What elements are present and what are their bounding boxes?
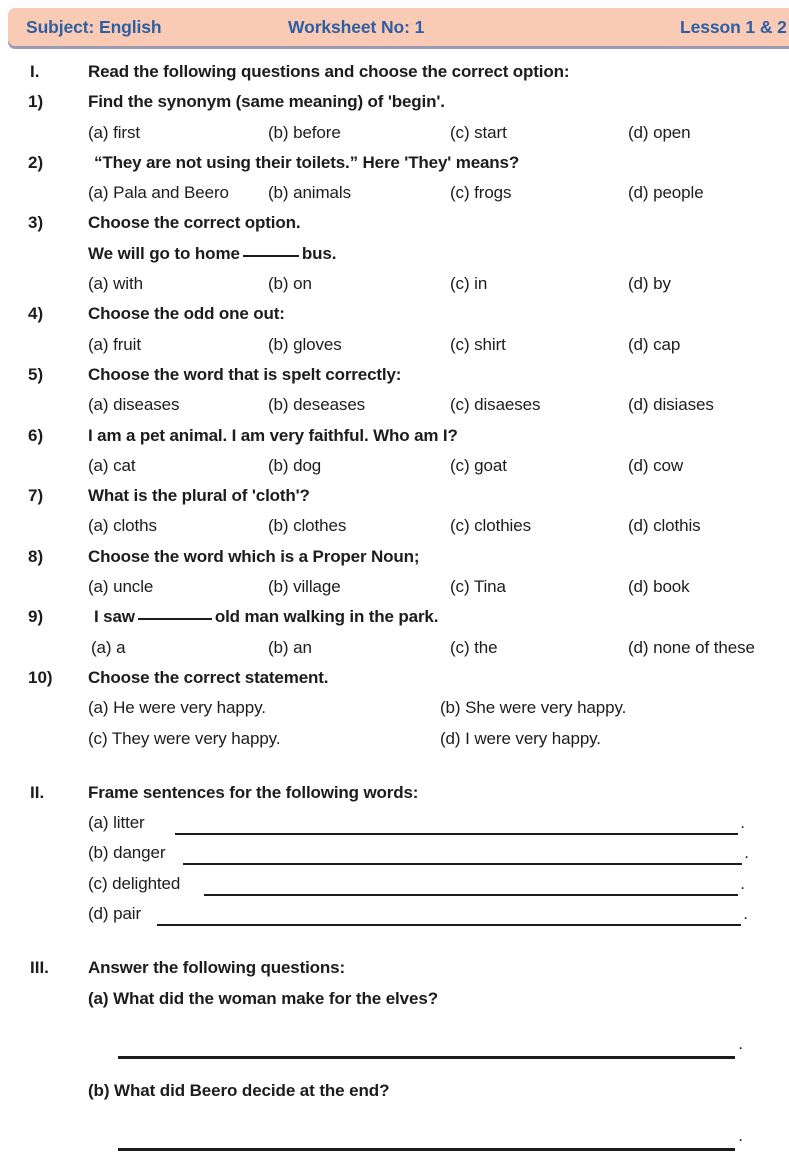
- question-7-stem: What is the plural of 'cloth'?: [88, 486, 310, 506]
- question-2-options-row: [0, 183, 789, 213]
- question-3-stem-row: [0, 213, 789, 243]
- question-10-option-a[interactable]: (a) He were very happy.: [88, 698, 266, 718]
- question-4-marker: 4): [28, 304, 44, 324]
- question-3-sentence-before: We will go to home: [88, 243, 240, 263]
- question-10-options-row-2: [0, 729, 789, 759]
- question-7-option-c[interactable]: (c) clothies: [450, 516, 531, 536]
- question-3-sentence: [88, 244, 336, 264]
- question-1-option-c[interactable]: (c) start: [450, 122, 507, 142]
- question-9-option-a[interactable]: (a) a: [91, 637, 126, 657]
- question-3-blank[interactable]: [243, 255, 299, 257]
- frame-item-a: [0, 813, 789, 843]
- question-8-stem: Choose the word which is a Proper Noun;: [88, 546, 420, 566]
- question-9-stem-row: [0, 607, 789, 637]
- frame-item-b: [0, 843, 789, 873]
- answer-b-period: .: [738, 1126, 743, 1146]
- question-6-option-b[interactable]: (b) dog: [268, 455, 322, 475]
- question-10-option-d[interactable]: (d) I were very happy.: [440, 728, 601, 748]
- frame-item-b-writing-line[interactable]: [183, 863, 742, 865]
- section-two-heading: [0, 783, 789, 813]
- frame-item-d-label: (d) pair: [88, 904, 142, 924]
- question-7-options-row: [0, 516, 789, 546]
- answer-question-a: (a) What did the woman make for the elves?: [88, 988, 439, 1008]
- question-7-option-b[interactable]: (b) clothes: [268, 516, 347, 536]
- question-4-stem: Choose the odd one out:: [88, 304, 285, 324]
- question-8-option-b[interactable]: (b) village: [268, 577, 341, 597]
- question-8-stem-row: [0, 547, 789, 577]
- question-6-option-d[interactable]: (d) cow: [628, 455, 684, 475]
- question-3-stem: Choose the correct option.: [88, 213, 301, 233]
- section-one-marker: I.: [30, 62, 40, 81]
- question-10-option-b[interactable]: (b) She were very happy.: [440, 698, 627, 718]
- question-4-option-a[interactable]: (a) fruit: [88, 334, 141, 354]
- question-7-marker: 7): [28, 486, 44, 506]
- frame-item-c-writing-line[interactable]: [204, 894, 738, 896]
- question-3-option-d[interactable]: (d) by: [628, 274, 671, 294]
- frame-item-c-label: (c) delighted: [88, 873, 181, 893]
- question-10-stem-row: [0, 668, 789, 698]
- answer-b-line-row: [0, 1127, 789, 1157]
- question-1-marker: 1): [28, 92, 44, 112]
- frame-item-c: [0, 874, 789, 904]
- answer-question-b: (b) What did Beero decide at the end?: [88, 1080, 390, 1100]
- worksheet-header-banner: [8, 8, 789, 46]
- section-one-heading: [0, 62, 789, 92]
- question-6-option-c[interactable]: (c) goat: [450, 455, 507, 475]
- section-three-title: Answer the following questions:: [88, 958, 345, 978]
- section-two-marker: II.: [30, 782, 45, 802]
- question-8-option-d[interactable]: (d) book: [628, 577, 690, 597]
- question-8-option-c[interactable]: (c) Tina: [450, 577, 506, 597]
- section-gap-one-two: [0, 759, 789, 783]
- question-7-option-a[interactable]: (a) cloths: [88, 516, 157, 536]
- frame-item-a-writing-line[interactable]: [175, 833, 738, 835]
- question-2-stem-row: [0, 153, 789, 183]
- question-2-stem: “They are not using their toilets.” Here 'They' means?: [94, 152, 520, 172]
- question-7-stem-row: [0, 486, 789, 516]
- question-10-options-row-1: [0, 698, 789, 728]
- question-9-sentence-after: old man walking in the park.: [214, 607, 439, 627]
- question-9-stem: [94, 607, 438, 627]
- question-4-stem-row: [0, 304, 789, 334]
- question-9-blank[interactable]: [138, 618, 212, 620]
- question-5-option-c[interactable]: (c) disaeses: [450, 395, 541, 415]
- question-2-marker: 2): [28, 152, 44, 172]
- frame-item-b-period: .: [744, 843, 749, 863]
- question-2-option-b[interactable]: (b) animals: [268, 183, 351, 203]
- question-2-option-a[interactable]: (a) Pala and Beero: [88, 183, 229, 203]
- answer-a-period: .: [738, 1033, 743, 1053]
- frame-item-c-period: .: [740, 873, 745, 893]
- question-5-stem: Choose the word that is spelt correctly:: [88, 364, 402, 384]
- section-one-title: Read the following questions and choose the correct option:: [88, 62, 570, 81]
- question-4-option-d[interactable]: (d) cap: [628, 334, 681, 354]
- question-9-marker: 9): [28, 607, 44, 627]
- question-3-option-a[interactable]: (a) with: [88, 274, 143, 294]
- answer-b-writing-line[interactable]: [118, 1148, 735, 1151]
- question-10-option-c[interactable]: (c) They were very happy.: [88, 728, 281, 748]
- answer-question-a-row: [0, 989, 789, 1019]
- frame-item-d-writing-line[interactable]: [157, 924, 741, 926]
- section-gap-two-three: [0, 934, 789, 958]
- question-7-option-d[interactable]: (d) clothis: [628, 516, 701, 536]
- question-6-stem: I am a pet animal. I am very faithful. Who am I?: [88, 425, 458, 445]
- question-5-option-d[interactable]: (d) disiases: [628, 395, 714, 415]
- question-6-options-row: [0, 456, 789, 486]
- question-6-marker: 6): [28, 425, 44, 445]
- question-9-option-c[interactable]: (c) the: [450, 637, 498, 657]
- question-10-stem: Choose the correct statement.: [88, 667, 329, 687]
- question-6-option-a[interactable]: (a) cat: [88, 455, 136, 475]
- section-three-heading: [0, 958, 789, 988]
- question-5-stem-row: [0, 365, 789, 395]
- question-5-option-a[interactable]: (a) diseases: [88, 395, 180, 415]
- header-lesson: Lesson 1 & 2: [680, 16, 787, 37]
- question-1-option-d[interactable]: (d) open: [628, 122, 691, 142]
- question-5-marker: 5): [28, 364, 44, 384]
- worksheet-body: [0, 62, 789, 1157]
- frame-item-d-period: .: [743, 904, 748, 924]
- frame-item-d: [0, 904, 789, 934]
- question-4-option-c[interactable]: (c) shirt: [450, 334, 506, 354]
- question-10-marker: 10): [28, 667, 53, 687]
- section-two-title: Frame sentences for the following words:: [88, 782, 419, 802]
- question-1-stem-row: [0, 92, 789, 122]
- question-9-option-b[interactable]: (b) an: [268, 637, 312, 657]
- question-3-sentence-after: bus.: [301, 243, 337, 263]
- answer-a-line-row: [0, 1035, 789, 1065]
- question-9-sentence-before: I saw: [94, 607, 135, 627]
- question-3-options-row: [0, 274, 789, 304]
- question-4-options-row: [0, 335, 789, 365]
- question-2-option-d[interactable]: (d) people: [628, 183, 704, 203]
- question-5-options-row: [0, 395, 789, 425]
- question-3-marker: 3): [28, 213, 44, 233]
- question-1-options-row: [0, 123, 789, 153]
- section-three-marker: III.: [30, 958, 49, 978]
- header-worksheet-number: Worksheet No: 1: [288, 16, 425, 37]
- question-9-options-row: [0, 638, 789, 668]
- answer-a-gap: [0, 1019, 789, 1035]
- frame-item-a-label: (a) litter: [88, 813, 145, 833]
- question-9-option-d[interactable]: (d) none of these: [628, 637, 755, 657]
- question-8-options-row: [0, 577, 789, 607]
- header-subject: Subject: English: [26, 16, 162, 37]
- answer-question-b-row: [0, 1081, 789, 1111]
- question-3-sentence-row: [0, 244, 789, 274]
- answer-a-bottom-gap: [0, 1065, 789, 1081]
- question-6-stem-row: [0, 426, 789, 456]
- question-2-option-c[interactable]: (c) frogs: [450, 183, 512, 203]
- question-8-option-a[interactable]: (a) uncle: [88, 577, 154, 597]
- question-1-option-b[interactable]: (b) before: [268, 122, 341, 142]
- question-4-option-b[interactable]: (b) gloves: [268, 334, 342, 354]
- question-5-option-b[interactable]: (b) deseases: [268, 395, 366, 415]
- question-3-option-b[interactable]: (b) on: [268, 274, 312, 294]
- frame-item-a-period: .: [740, 813, 745, 833]
- question-3-option-c[interactable]: (c) in: [450, 274, 488, 294]
- answer-a-writing-line[interactable]: [118, 1056, 735, 1059]
- question-1-stem: Find the synonym (same meaning) of 'begin'.: [88, 92, 445, 112]
- question-8-marker: 8): [28, 546, 44, 566]
- frame-item-b-label: (b) danger: [88, 843, 166, 863]
- question-1-option-a[interactable]: (a) first: [88, 122, 140, 142]
